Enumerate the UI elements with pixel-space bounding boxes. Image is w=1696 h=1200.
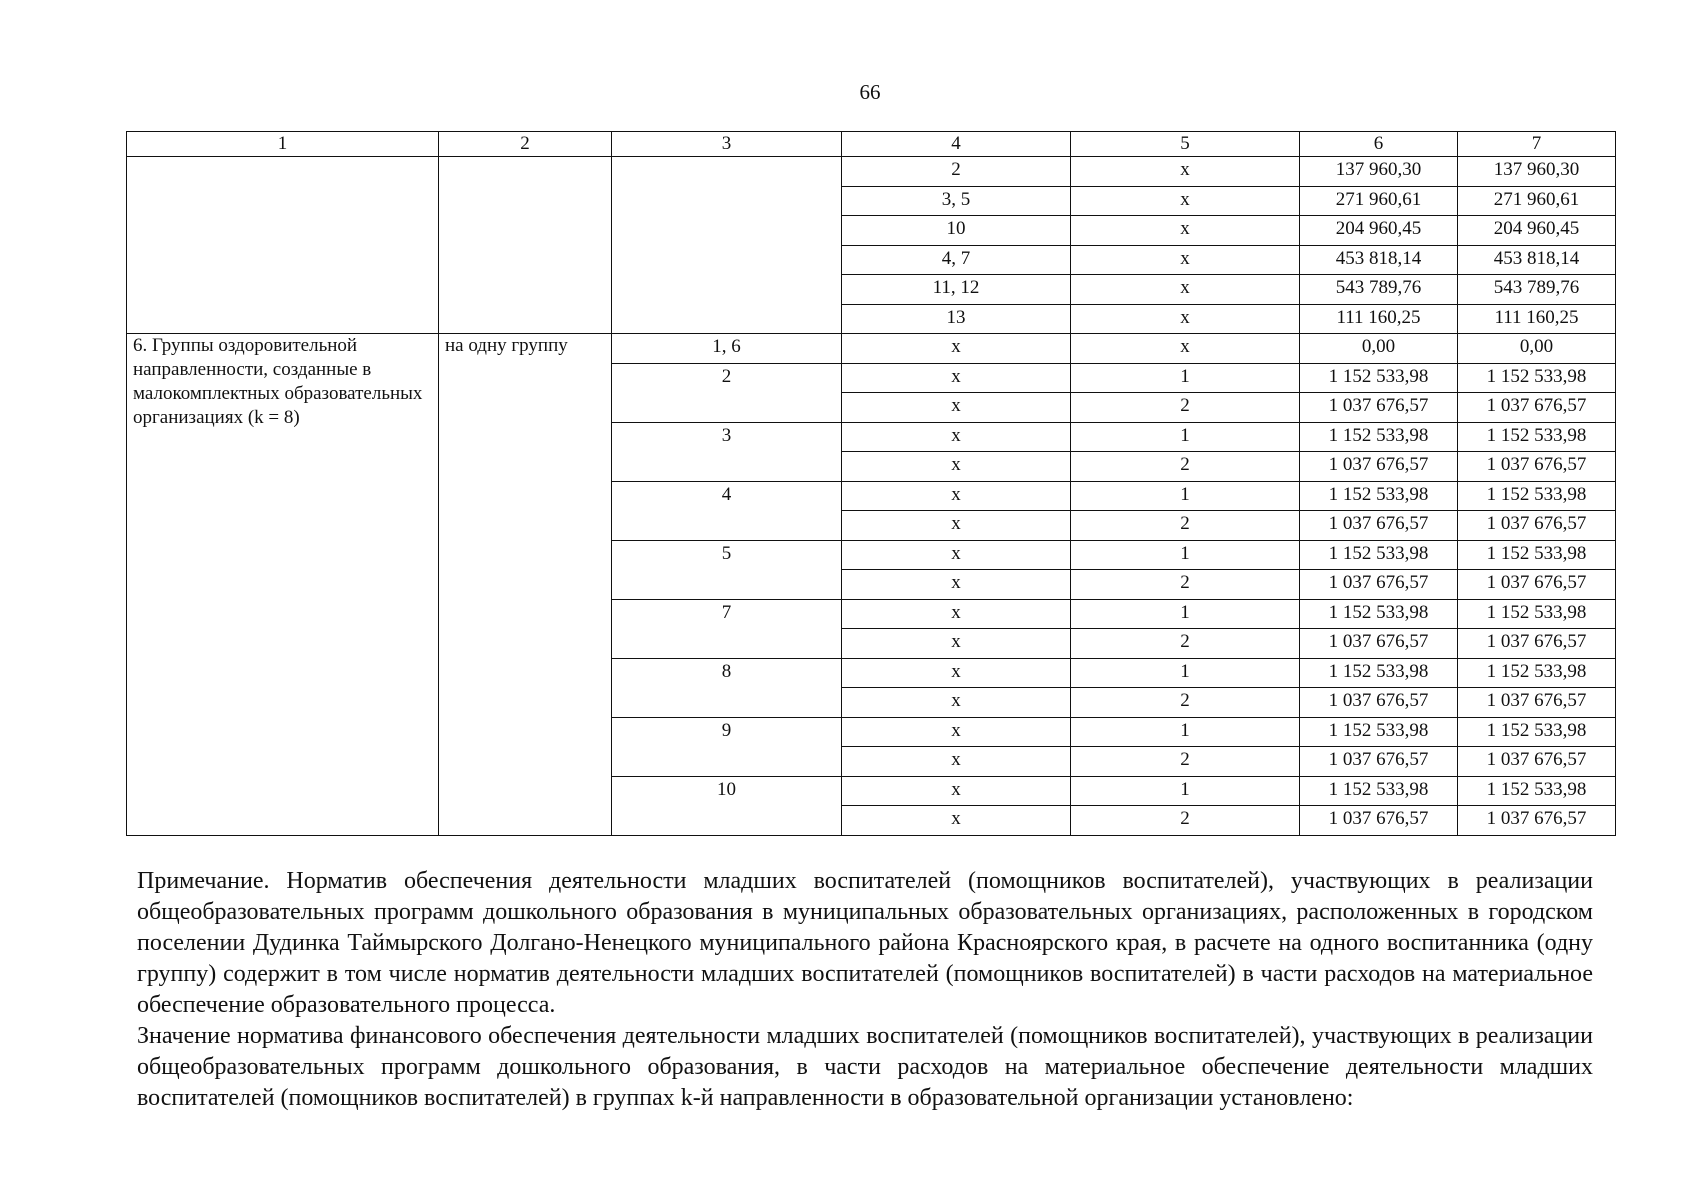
table-cell: 1 152 533,98: [1300, 422, 1458, 452]
table-cell: 1 037 676,57: [1458, 688, 1616, 718]
note-paragraph-1: Примечание. Норматив обеспечения деятельности младших воспитателей (помощников воспитателей), участвующих в реализации общеобразовательных программ дошкольного образования в муниципальных образовательных организациях, расположенных в городском поселении Дудинка Таймырского Долгано-Ненецкого муниципального района Красноярского края, в расчете на одного воспитанника (одну группу) содержит в том числе норматив деятельности младших воспитателей (помощников воспитателей) в части расходов на материальное обеспечение образовательного процесса.: [137, 868, 1593, 1018]
table-cell: х: [1071, 186, 1300, 216]
table-cell: 11, 12: [842, 275, 1071, 305]
table-cell: 1: [1071, 481, 1300, 511]
table-cell: 1 152 533,98: [1458, 540, 1616, 570]
table-cell: 10: [612, 776, 842, 835]
table-cell: 1 152 533,98: [1458, 363, 1616, 393]
table-cell: 271 960,61: [1300, 186, 1458, 216]
table-cell: 4: [612, 481, 842, 540]
page-number: 66: [859, 80, 881, 104]
table-cell: х: [842, 776, 1071, 806]
table-cell: х: [842, 511, 1071, 541]
header-cell: 7: [1458, 132, 1616, 157]
table-cell: 1: [1071, 717, 1300, 747]
table-cell: х: [1071, 334, 1300, 364]
table-cell: 13: [842, 304, 1071, 334]
table-cell: 1 152 533,98: [1458, 422, 1616, 452]
table-cell: 1 037 676,57: [1458, 629, 1616, 659]
table-cell: 543 789,76: [1300, 275, 1458, 305]
table-cell: х: [842, 363, 1071, 393]
table-cell: 204 960,45: [1458, 216, 1616, 246]
table-cell: х: [842, 717, 1071, 747]
table-cell: 4, 7: [842, 245, 1071, 275]
table-cell: 1 037 676,57: [1300, 747, 1458, 777]
empty-cell: [612, 157, 842, 334]
table-cell: 271 960,61: [1458, 186, 1616, 216]
table-cell: 111 160,25: [1300, 304, 1458, 334]
table-cell: 137 960,30: [1458, 157, 1616, 187]
header-cell: 2: [439, 132, 612, 157]
note-paragraph-2: Значение норматива финансового обеспечения деятельности младших воспитателей (помощников воспитателей), участвующих в реализации общеобразовательных программ дошкольного образования, в части расходов на материальное обеспечение деятельности младших воспитателей (помощников воспитателей) в группах k-й направленности в образовательной организации установлено:: [137, 1023, 1593, 1111]
table-cell: 1: [1071, 599, 1300, 629]
table-cell: 10: [842, 216, 1071, 246]
table-cell: х: [842, 806, 1071, 836]
table-cell: 1 037 676,57: [1300, 570, 1458, 600]
table-cell: х: [842, 334, 1071, 364]
table-cell: х: [1071, 304, 1300, 334]
note-text: [137, 866, 1593, 1114]
table-cell: 1: [1071, 540, 1300, 570]
table-cell: 453 818,14: [1300, 245, 1458, 275]
table-cell: 1 152 533,98: [1300, 481, 1458, 511]
table-cell: 204 960,45: [1300, 216, 1458, 246]
table-cell: 2: [1071, 806, 1300, 836]
table-cell: 137 960,30: [1300, 157, 1458, 187]
table-cell: 8: [612, 658, 842, 717]
table-cell: 1: [1071, 658, 1300, 688]
table-cell: 453 818,14: [1458, 245, 1616, 275]
group-unit: на одну группу: [439, 334, 612, 836]
table-cell: 1 152 533,98: [1458, 481, 1616, 511]
table-cell: х: [842, 570, 1071, 600]
table-cell: х: [1071, 245, 1300, 275]
table-cell: 2: [1071, 393, 1300, 423]
table-cell: 1 152 533,98: [1300, 717, 1458, 747]
table-cell: 1: [1071, 422, 1300, 452]
table-cell: 1 152 533,98: [1458, 599, 1616, 629]
norms-table: [126, 131, 1616, 836]
table-cell: х: [842, 540, 1071, 570]
table-cell: х: [842, 747, 1071, 777]
table-row: [127, 334, 1616, 364]
header-row: [127, 132, 1616, 157]
table-cell: 2: [1071, 629, 1300, 659]
table-cell: 2: [1071, 688, 1300, 718]
empty-cell: [127, 157, 439, 334]
table-cell: 1: [1071, 776, 1300, 806]
header-cell: 6: [1300, 132, 1458, 157]
table-cell: 2: [842, 157, 1071, 187]
table-cell: 1 037 676,57: [1300, 393, 1458, 423]
table-cell: 1 152 533,98: [1300, 363, 1458, 393]
table-cell: 2: [1071, 570, 1300, 600]
group-label: 6. Группы оздоровительной направленности, созданные в малокомплектных образовательных организациях (k = 8): [127, 334, 439, 836]
table-cell: 2: [1071, 747, 1300, 777]
table-cell: 5: [612, 540, 842, 599]
table-cell: 2: [1071, 511, 1300, 541]
header-cell: 5: [1071, 132, 1300, 157]
table-cell: х: [842, 422, 1071, 452]
table-cell: 1 037 676,57: [1458, 511, 1616, 541]
table-cell: х: [1071, 275, 1300, 305]
table-cell: 0,00: [1458, 334, 1616, 364]
table-cell: 1 037 676,57: [1300, 688, 1458, 718]
table-cell: х: [1071, 216, 1300, 246]
table-cell: х: [842, 629, 1071, 659]
table-cell: 1: [1071, 363, 1300, 393]
table-cell: 0,00: [1300, 334, 1458, 364]
header-cell: 3: [612, 132, 842, 157]
table-cell: 1 037 676,57: [1458, 570, 1616, 600]
table-cell: х: [842, 452, 1071, 482]
table-cell: 3, 5: [842, 186, 1071, 216]
table-cell: 1, 6: [612, 334, 842, 364]
table-cell: 1 037 676,57: [1458, 806, 1616, 836]
table-cell: 9: [612, 717, 842, 776]
table-cell: 1 037 676,57: [1300, 452, 1458, 482]
table-cell: 3: [612, 422, 842, 481]
table-cell: 2: [612, 363, 842, 422]
table-cell: 1 037 676,57: [1458, 452, 1616, 482]
header-cell: 4: [842, 132, 1071, 157]
table-cell: 1 037 676,57: [1458, 393, 1616, 423]
header-cell: 1: [127, 132, 439, 157]
table-cell: х: [842, 599, 1071, 629]
table-cell: х: [842, 658, 1071, 688]
table-cell: 1 152 533,98: [1300, 540, 1458, 570]
table-cell: 1 152 533,98: [1458, 658, 1616, 688]
table-cell: 1 037 676,57: [1300, 806, 1458, 836]
table-cell: 1 152 533,98: [1458, 717, 1616, 747]
table-cell: х: [842, 688, 1071, 718]
table-cell: 1 152 533,98: [1300, 599, 1458, 629]
table-cell: 1 037 676,57: [1300, 629, 1458, 659]
table-cell: 1 152 533,98: [1300, 658, 1458, 688]
table-cell: 1 037 676,57: [1458, 747, 1616, 777]
table-cell: 1 037 676,57: [1300, 511, 1458, 541]
table-cell: х: [842, 393, 1071, 423]
table-cell: 543 789,76: [1458, 275, 1616, 305]
table-cell: 1 152 533,98: [1300, 776, 1458, 806]
table-cell: 111 160,25: [1458, 304, 1616, 334]
table-cell: х: [842, 481, 1071, 511]
table-cell: 2: [1071, 452, 1300, 482]
table-cell: 1 152 533,98: [1458, 776, 1616, 806]
empty-cell: [439, 157, 612, 334]
table-cell: х: [1071, 157, 1300, 187]
table-cell: 7: [612, 599, 842, 658]
table-row: [127, 157, 1616, 187]
